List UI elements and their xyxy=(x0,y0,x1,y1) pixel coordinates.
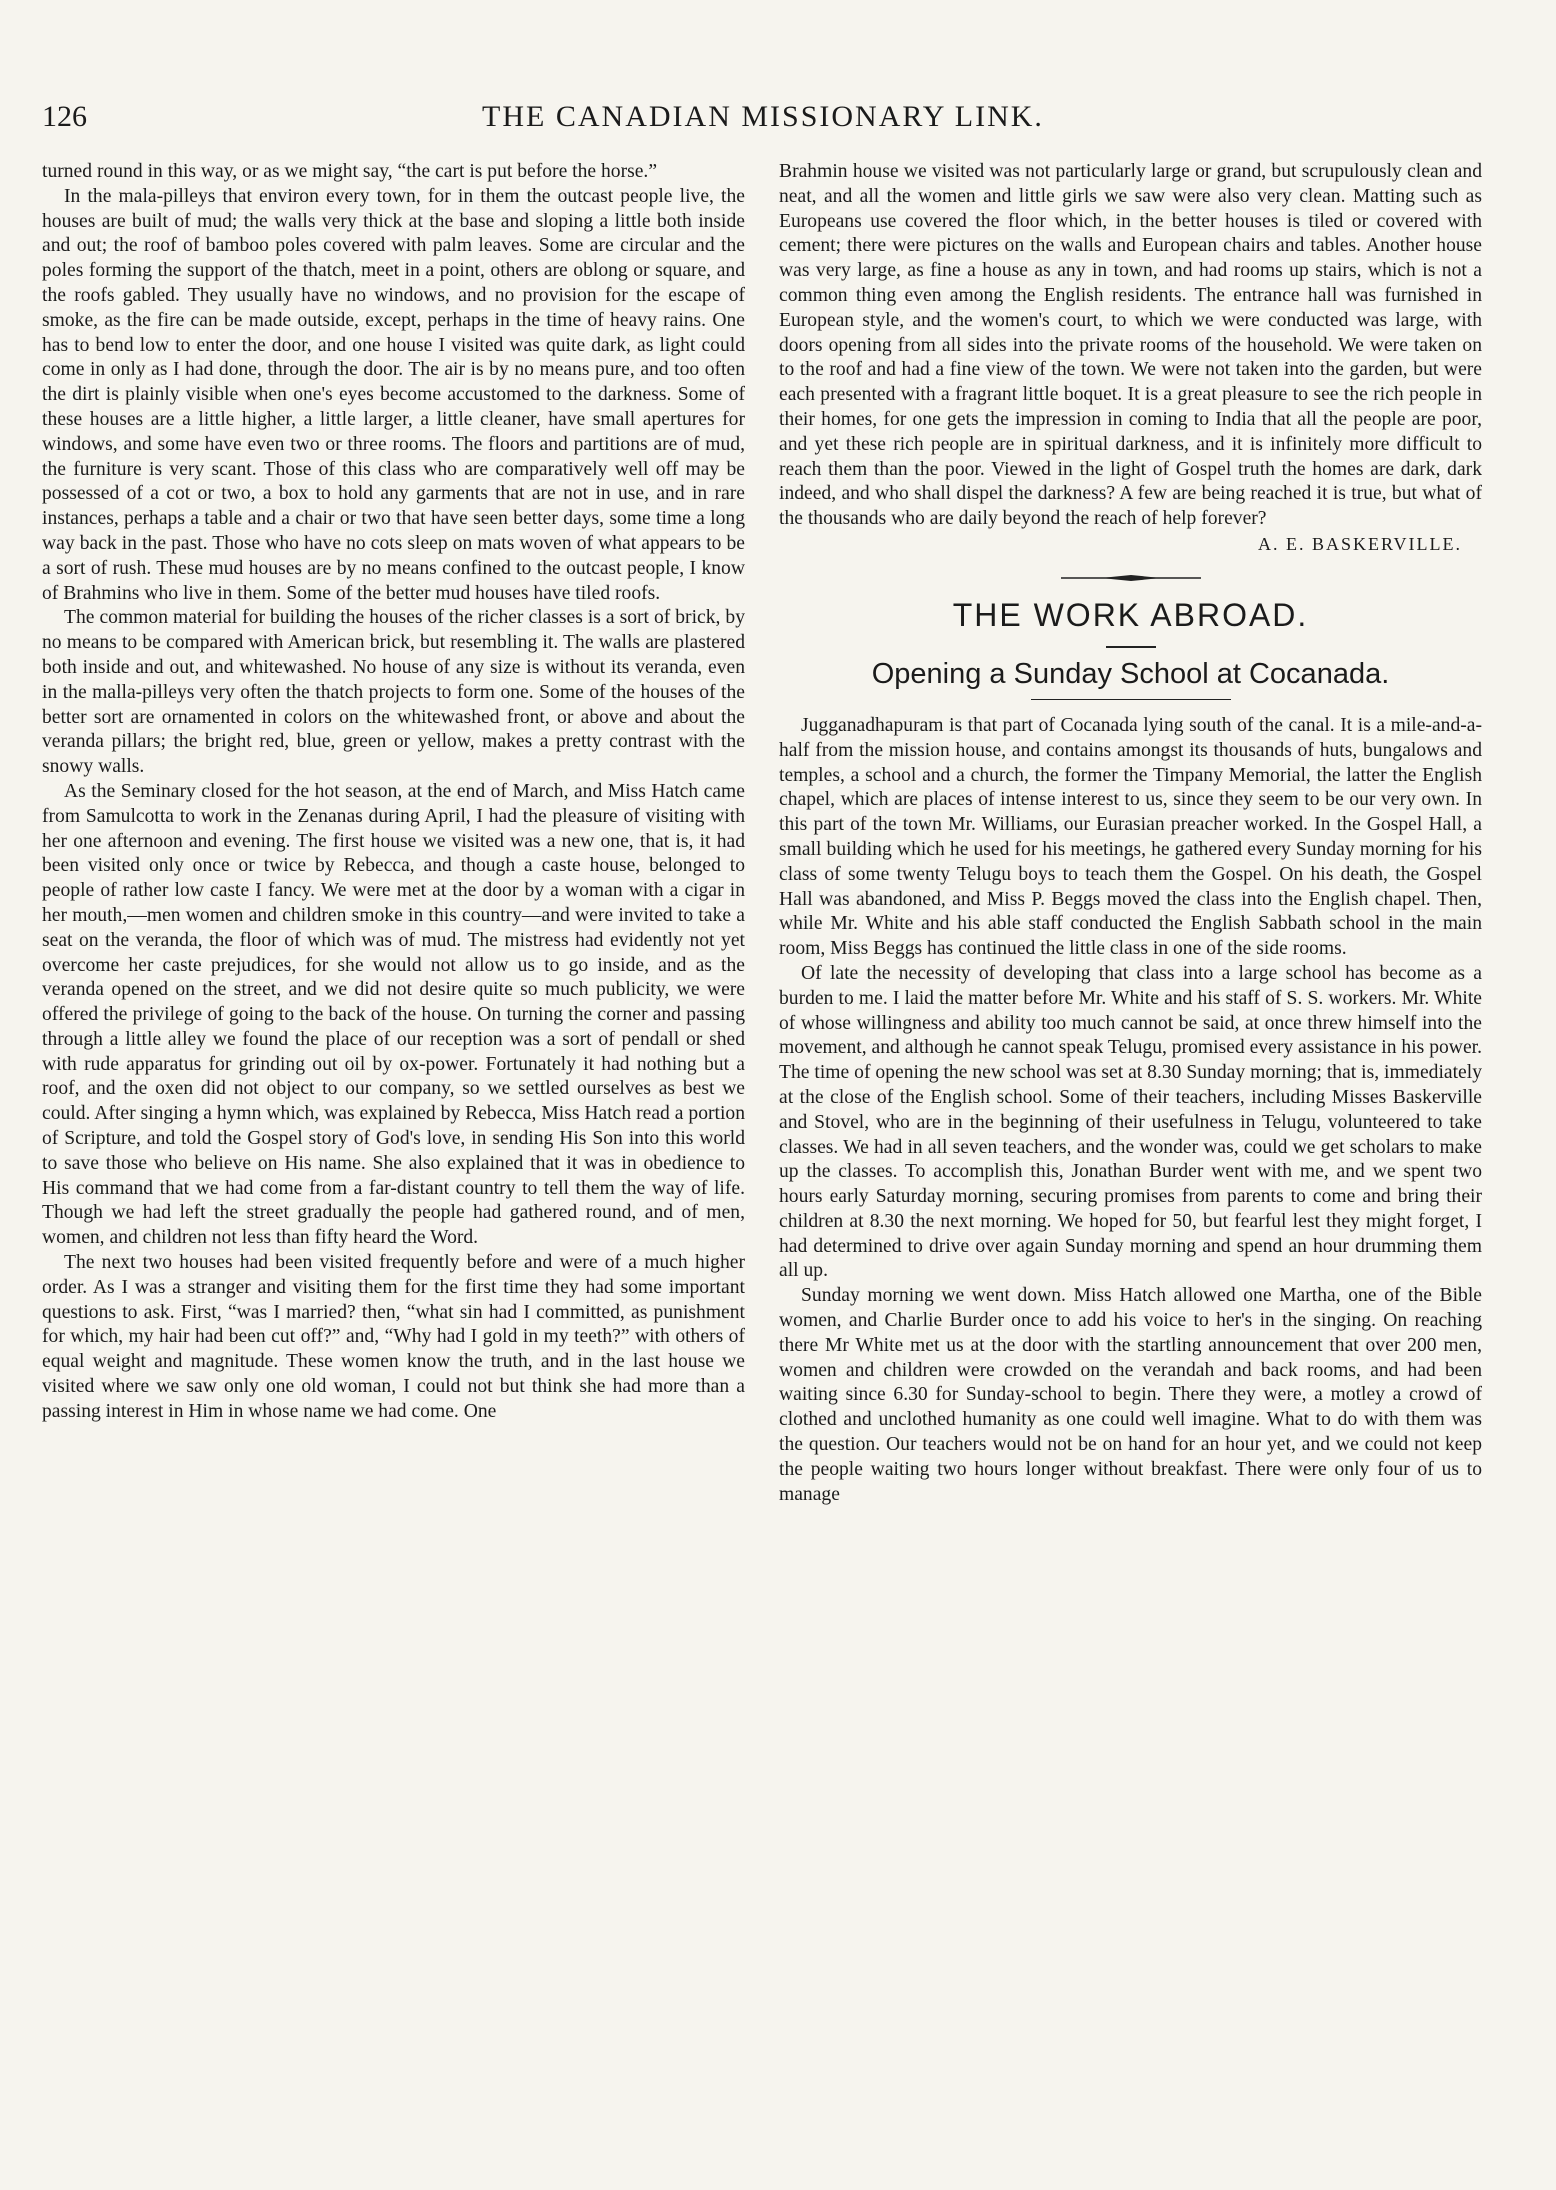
paragraph: In the mala-pilleys that environ every town, for in them the outcast people live, the houses are built of mud; the walls very thick at the base and sloping a little both inside and out; the roof of bamboo poles covered with palm leaves. Some are circular and the poles forming the support of the thatch, meet in a point, others are oblong or square, and the roofs gabled. They usually have no windows, and no provision for the escape of smoke, as the fire can be made outside, except, perhaps in the time of heavy rains. One has to bend low to enter the door, and one house I visited was quite dark, as light could come in only as I had done, through the door. The air is by no means pure, and too often the dirt is plainly visible when one's eyes become accustomed to the darkness. Some of these houses are a little higher, a little larger, a little cleaner, have small apertures for windows, and some have even two or three rooms. The floors and partitions are of mud, the furniture is very scant. Those of this class who are comparatively well off may be possessed of a cot or two, a box to hold any garments that are not in use, and in rare instances, perhaps a table and a chair or two that have seen better days, some time a long way back in the past. Those who have no cots sleep on mats woven of what appears to be a sort of rush. These mud houses are by no means confined to the outcast people, I know of Brahmins who live in them. Some of the better mud houses have tiled roofs. xyxy=(42,185,745,604)
page-header xyxy=(42,100,1484,160)
section-rule xyxy=(1106,646,1156,648)
page-number: 126 xyxy=(42,100,87,133)
paragraph: As the Seminary closed for the hot season, at the end of March, and Miss Hatch came from Samulcotta to work in the Zenanas during April, I had the pleasure of visiting with her one afternoon and evening. The first house we visited was a new one, that is, it had been visited only once or twice by Rebecca, and though a caste house, belonged to people of rather low caste I fancy. We were met at the door by a woman with a cigar in her mouth,—men women and children smoke in this country—and were invited to take a seat on the veranda, the floor of which was of mud. The mistress had evidently not yet overcome her caste prejudices, for she would not allow us to go inside, and as the veranda opened on the street, and we did not desire quite so much publicity, we were offered the privilege of going to the back of the house. On turning the corner and passing through a little alley we found the place of our reception was a sort of pendall or shed with rude apparatus for grinding out oil by ox-power. Fortunately it had nothing but a roof, and the oxen did not object to our company, so we settled ourselves as best we could. After singing a hymn which, was explained by Rebecca, Miss Hatch read a portion of Scripture, and told the Gospel story of God's love, in sending His Son into this world to save those who believe on His name. She also explained that it was in obedience to His command that we had come from a far-distant country to tell them the way of life. Though we had left the street gradually the people had gathered round, and of men, women, and children not less than fifty heard the Word. xyxy=(42,780,745,1249)
text-columns xyxy=(42,160,1484,2160)
paragraph: Jugganadhapuram is that part of Cocanada lying south of the canal. It is a mile-and-a-half from the mission house, and contains amongst its thousands of huts, bungalows and temples, a school and a church, the former the Timpany Memorial, the latter the English chapel, which are places of intense interest to us, since they seem to be our very own. In this part of the town Mr. Williams, our Eurasian preacher worked. In the Gospel Hall, a small building which he used for his meetings, he gathered every Sunday morning for his class of some twenty Telugu boys to teach them the Gospel. On his death, the Gospel Hall was abandoned, and Miss P. Beggs moved the class into the English chapel. Then, while Mr. White and his able staff conducted the English Sabbath school in the main room, Miss Beggs has continued the little class in one of the side rooms. xyxy=(779,714,1482,960)
ornament-rule-icon xyxy=(1061,573,1201,583)
paragraph: The next two houses had been visited frequently before and were of a much higher order. As I was a stranger and visiting them for the first time they had some important questions to ask. First, “was I married? then, “what sin had I committed, as punishment for which, my hair had been cut off?” and, “Why had I gold in my teeth?” with others of equal weight and magnitude. These women know the truth, and in the last house we visited where we saw only one old woman, I could not but think she had more than a passing interest in Him in whose name we had come. One xyxy=(42,1252,745,1422)
title-rule xyxy=(1031,699,1231,700)
left-column xyxy=(42,160,745,2160)
author-signature: A. E. BASKERVILLE. xyxy=(1257,533,1462,554)
article-title: Opening a Sunday School at Cocanada. xyxy=(871,657,1390,690)
paragraph: turned round in this way, or as we might say, “the cart is put before the horse.” xyxy=(42,161,658,182)
journal-title: THE CANADIAN MISSIONARY LINK. xyxy=(482,100,1044,133)
paragraph: The common material for building the houses of the richer classes is a sort of brick, by no means to be compared with American brick, but resembling it. The walls are plastered both inside and out, and whitewashed. No house of any size is without its veranda, even in the malla-pilleys very often the thatch projects to form one. Some of the houses of the better sort are ornamented in colors on the whitewashed front, or above and about the veranda pillars; the bright red, blue, green or yellow, makes a pretty contrast with the snowy walls. xyxy=(42,607,745,778)
right-column xyxy=(779,160,1482,2160)
section-title: THE WORK ABROAD. xyxy=(952,596,1309,633)
paragraph: Brahmin house we visited was not particularly large or grand, but scrupulously clean and neat, and all the women and little girls we saw were also very clean. Matting such as Europeans use covered the floor which, in the better houses is tiled or covered with cement; there were pictures on the walls and European chairs and tables. Another house was very large, as fine a house as any in town, and had rooms up stairs, which is not a common thing even among the English residents. The entrance hall was furnished in European style, and the women's court, to which we were conducted was large, with doors opening from all sides into the private rooms of the household. We were taken on to the roof and had a fine view of the town. We were not taken into the garden, but were each presented with a fragrant little boquet. It is a great pleasure to see the rich people in their homes, for one gets the impression in coming to India that all the people are poor, and yet these rich people are in spiritual darkness, and it is infinitely more difficult to reach them than the poor. Viewed in the light of Gospel truth the homes are dark, dark indeed, and who shall dispel the darkness? A few are being reached it is true, but what of the thousands who are daily beyond the reach of help forever? xyxy=(779,161,1482,530)
paragraph: Sunday morning we went down. Miss Hatch allowed one Martha, one of the Bible women, and Charlie Burder once to add his voice to her's in the singing. On reaching there Mr White met us at the door with the startling announcement that over 200 men, women and children were crowded on the verandah and back rooms, and had been waiting since 6.30 for Sunday-school to begin. There they were, a motley a crowd of clothed and unclothed humanity as one could well imagine. What to do with them was the question. Our teachers would not be on hand for an hour yet, and we could not keep the people waiting two hours longer without breakfast. There were only four of us to manage xyxy=(779,1285,1482,1505)
paragraph: Of late the necessity of developing that class into a large school has become as a burden to me. I laid the matter before Mr. White and his staff of S. S. workers. Mr. White of whose willingness and ability too much cannot be said, at once threw himself into the movement, and although he cannot speak Telugu, promised every assistance in his power. The time of opening the new school was set at 8.30 Sunday morning; that is, immediately at the close of the English school. Some of their teachers, including Misses Baskerville and Stovel, who are in the beginning of their usefulness in Telugu, volunteered to take classes. We had in all seven teachers, and the wonder was, could we get scholars to make up the classes. To accomplish this, Jonathan Burder went with me, and we spent two hours early Saturday morning, securing promises from parents to come and bring their children at 8.30 the next morning. We hoped for 50, but fearful lest they might forget, I had determined to drive over again Sunday morning and spend an hour drumming them all up. xyxy=(779,962,1482,1282)
